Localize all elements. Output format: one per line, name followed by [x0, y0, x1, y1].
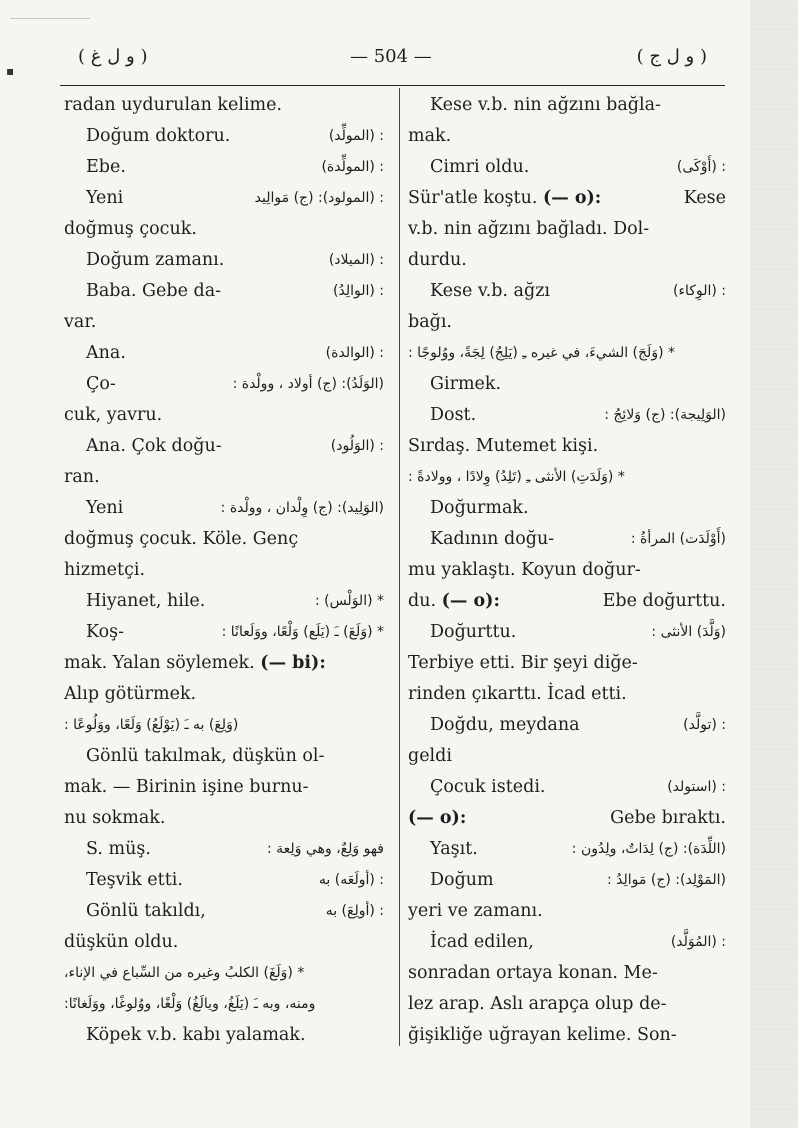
- dictionary-line: [64, 276, 384, 307]
- dictionary-line: [64, 493, 384, 524]
- dictionary-line: [408, 400, 726, 431]
- turkish-text: Yeni: [86, 188, 124, 208]
- turkish-text: Alıp götürmek.: [64, 684, 197, 704]
- dictionary-line: [408, 431, 726, 462]
- arabic-headword: : (الوَلُود): [330, 438, 384, 454]
- arabic-headword: (وَلَّدَ) الأنثى :: [651, 624, 726, 640]
- dictionary-line: [408, 1020, 726, 1051]
- turkish-text: Doğdu, meydana: [430, 715, 580, 735]
- arabic-headword: (اللِّدَة): (ج) لِدَاتٌ، ولِدُون :: [571, 841, 726, 857]
- form-marker: (— o):: [441, 591, 500, 611]
- header-rule: [60, 85, 725, 86]
- turkish-text: radan uydurulan kelime.: [64, 95, 283, 115]
- dictionary-line: [408, 772, 726, 803]
- turkish-text: Kese v.b. ağzı: [430, 281, 551, 301]
- dictionary-line: [64, 741, 384, 772]
- turkish-text: Yaşıt.: [430, 839, 478, 859]
- header-left-root: ( و ل غ ): [78, 46, 148, 67]
- dictionary-line: [64, 121, 384, 152]
- dictionary-line: [408, 834, 726, 865]
- dictionary-line: (وَلِعَ) به ـَ (يَوْلَعُ) وَلَعًا، ووَلُوعًا :: [64, 717, 239, 733]
- turkish-text: bağı.: [408, 312, 452, 332]
- arabic-headword: : (أَوْكَى): [676, 159, 726, 175]
- dictionary-line: * (وَلَدَتِ) الأنثى ـِ (تَلِدُ) وِلادًا ، وولادةً :: [408, 469, 625, 485]
- dictionary-line: [408, 927, 726, 958]
- turkish-text: hizmetçi.: [64, 560, 146, 580]
- dictionary-line: * (وَلَغَ) الكلبُ وغيره من السِّباع في الإناء،: [64, 965, 305, 981]
- arabic-headword: : (الوالدة): [325, 345, 384, 361]
- turkish-text: düşkün oldu.: [64, 932, 179, 952]
- turkish-text: Doğurmak.: [430, 498, 529, 518]
- dictionary-line: [408, 524, 726, 555]
- dictionary-line: [64, 462, 384, 493]
- dictionary-line: [64, 834, 384, 865]
- dictionary-line: [408, 493, 726, 524]
- turkish-text: Yeni: [86, 498, 124, 518]
- dictionary-line: [64, 90, 384, 121]
- turkish-text: Gönlü takıldı,: [86, 901, 206, 921]
- line-text-end: Kese: [683, 188, 726, 208]
- turkish-text: Dost.: [430, 405, 477, 425]
- turkish-text: Ço-: [86, 374, 116, 394]
- dictionary-line: [64, 803, 384, 834]
- dictionary-line: [408, 214, 726, 245]
- arabic-headword: فهو وَلِعٌ، وهي وَلِعة :: [267, 841, 384, 857]
- line-text: [408, 586, 500, 617]
- dictionary-line: [64, 307, 384, 338]
- dictionary-line: * (وَلَجَ) الشيءَ، في غيره ـِ (يَلِجُ) لِجَةً، ووُلوجًا :: [408, 345, 675, 361]
- arabic-headword: (الوَلَدُ): (ج) أولاد ، وولْدة :: [232, 376, 384, 392]
- turkish-text: Ebe.: [86, 157, 126, 177]
- arabic-headword: : (المولِّد): [328, 128, 384, 144]
- dictionary-line: [64, 524, 384, 555]
- line-text-start: du.: [408, 591, 437, 611]
- turkish-text: Girmek.: [430, 374, 502, 394]
- arabic-headword: (الوَلِيد): (ج) وِلْدان ، وولْدة :: [220, 500, 384, 516]
- dictionary-line: [64, 617, 384, 648]
- dictionary-line: [408, 586, 726, 617]
- turkish-text: mak. Yalan söylemek. (— bi):: [64, 653, 326, 673]
- turkish-text: Ana.: [86, 343, 126, 363]
- turkish-text: Teşvik etti.: [86, 870, 183, 890]
- turkish-text: Koş-: [86, 622, 125, 642]
- dictionary-line: [64, 369, 384, 400]
- turkish-text: v.b. nin ağzını bağladı. Dol-: [408, 219, 650, 239]
- arabic-headword: * (وَلَعَ) ـَ (يَلَع) وَلْعًا، ووَلَعانًا :: [221, 624, 384, 640]
- header-right-root: ( و ل ج ): [636, 46, 707, 67]
- dictionary-line: [64, 431, 384, 462]
- turkish-text: Terbiye etti. Bir şeyi diğe-: [408, 653, 638, 673]
- turkish-text: geldi: [408, 746, 452, 766]
- dictionary-line: [64, 1020, 384, 1051]
- dictionary-line: [64, 896, 384, 927]
- arabic-headword: : (الوالِدُ): [333, 283, 384, 299]
- turkish-text: Doğum: [430, 870, 494, 890]
- turkish-text: lez arap. Aslı arapça olup de-: [408, 994, 667, 1014]
- arabic-headword: : (الوِكاء): [673, 283, 726, 299]
- arabic-headword: : (المولِّدة): [321, 159, 384, 175]
- turkish-text: Doğum zamanı.: [86, 250, 225, 270]
- arabic-headword: (الوَلِيجة): (ج) وَلائِجُ :: [604, 407, 726, 423]
- turkish-text: ğişikliğe uğrayan kelime. Son-: [408, 1025, 677, 1045]
- arabic-headword: (أَوْلَدَت) المرأةُ :: [630, 531, 726, 547]
- line-text-end: Gebe bıraktı.: [610, 808, 726, 828]
- turkish-text: Doğurttu.: [430, 622, 517, 642]
- form-marker: (— o):: [542, 188, 602, 208]
- dictionary-line: [64, 400, 384, 431]
- turkish-text: durdu.: [408, 250, 467, 270]
- turkish-text: S. müş.: [86, 839, 151, 859]
- scan-edge: [750, 0, 798, 1128]
- dictionary-line: [408, 648, 726, 679]
- page-number: — 504 —: [350, 46, 432, 67]
- top-scrap-line: [10, 18, 90, 19]
- dictionary-line: [408, 865, 726, 896]
- dictionary-line: ومنه، وبه ـَ (يَلَغُ، ويالَغُ) وَلْغًا، ووُلوغًا، ووَلَغانًا:: [64, 996, 316, 1012]
- turkish-text: ran.: [64, 467, 100, 487]
- arabic-headword: (المَوْلِد): (ج) مَوالِدُ :: [607, 872, 726, 888]
- dictionary-line: [64, 555, 384, 586]
- turkish-text: Köpek v.b. kabı yalamak.: [86, 1025, 306, 1045]
- dictionary-line: [408, 710, 726, 741]
- dictionary-line: [408, 245, 726, 276]
- arabic-headword: : (استولد): [667, 779, 726, 795]
- margin-mark: ▪: [6, 64, 15, 78]
- dictionary-line: [64, 152, 384, 183]
- dictionary-line: [408, 152, 726, 183]
- turkish-text: doğmuş çocuk.: [64, 219, 197, 239]
- dictionary-line: [408, 183, 726, 214]
- arabic-headword: : (المولود): (ج) مَوالِيد: [254, 190, 384, 206]
- arabic-headword: : (أولَعَه) به: [318, 872, 384, 888]
- dictionary-line: [64, 245, 384, 276]
- dictionary-line: [64, 338, 384, 369]
- dictionary-line: [64, 648, 384, 679]
- dictionary-line: [408, 741, 726, 772]
- turkish-text: Doğum doktoru.: [86, 126, 231, 146]
- turkish-text: Hiyanet, hile.: [86, 591, 206, 611]
- turkish-text: var.: [64, 312, 97, 332]
- turkish-text: İcad edilen,: [430, 932, 534, 952]
- line-text-end: Ebe doğurttu.: [602, 591, 726, 611]
- dictionary-line: [64, 927, 384, 958]
- dictionary-line: [64, 772, 384, 803]
- turkish-text: mak. — Birinin işine burnu-: [64, 777, 309, 797]
- left-column: [64, 90, 384, 1051]
- dictionary-line: [64, 214, 384, 245]
- line-text: [408, 803, 466, 834]
- line-text: [408, 183, 601, 214]
- turkish-text: Kadının doğu-: [430, 529, 555, 549]
- dictionary-line: [408, 896, 726, 927]
- turkish-text: doğmuş çocuk. Köle. Genç: [64, 529, 299, 549]
- line-text-start: Sür'atle koştu.: [408, 188, 538, 208]
- arabic-headword: : (المُوَلَّد): [670, 934, 726, 950]
- turkish-text: Gönlü takılmak, düşkün ol-: [86, 746, 325, 766]
- turkish-text: rinden çıkarttı. İcad etti.: [408, 684, 627, 704]
- dictionary-line: [64, 865, 384, 896]
- dictionary-line: [408, 307, 726, 338]
- right-column: [408, 90, 726, 1051]
- dictionary-line: [64, 679, 384, 710]
- turkish-text: yeri ve zamanı.: [408, 901, 543, 921]
- turkish-text: Çocuk istedi.: [430, 777, 546, 797]
- page-header: [60, 40, 725, 86]
- dictionary-line: [64, 586, 384, 617]
- turkish-text: Sırdaş. Mutemet kişi.: [408, 436, 599, 456]
- dictionary-line: [408, 958, 726, 989]
- dictionary-line: [408, 555, 726, 586]
- dictionary-line: [408, 276, 726, 307]
- turkish-text: sonradan ortaya konan. Me-: [408, 963, 658, 983]
- dictionary-line: [408, 121, 726, 152]
- arabic-headword: : (تولَّد): [683, 717, 726, 733]
- turkish-text: Ana. Çok doğu-: [86, 436, 222, 456]
- turkish-text: Kese v.b. nin ağzını bağla-: [430, 95, 661, 115]
- turkish-text: cuk, yavru.: [64, 405, 163, 425]
- arabic-headword: : (أولِعَ) به: [325, 903, 384, 919]
- form-marker: (— o):: [408, 808, 467, 828]
- dictionary-line: [64, 183, 384, 214]
- dictionary-line: [408, 989, 726, 1020]
- turkish-text: Baba. Gebe da-: [86, 281, 222, 301]
- arabic-headword: : (الميلاد): [328, 252, 384, 268]
- dictionary-line: [408, 369, 726, 400]
- turkish-text: mu yaklaştı. Koyun doğur-: [408, 560, 641, 580]
- turkish-text: Cimri oldu.: [430, 157, 530, 177]
- arabic-headword: * (الوَلْس) :: [314, 593, 384, 609]
- turkish-text: nu sokmak.: [64, 808, 166, 828]
- column-divider: [399, 88, 400, 1046]
- dictionary-line: [408, 90, 726, 121]
- dictionary-line: [408, 617, 726, 648]
- dictionary-line: [408, 803, 726, 834]
- turkish-text: mak.: [408, 126, 452, 146]
- dictionary-line: [408, 679, 726, 710]
